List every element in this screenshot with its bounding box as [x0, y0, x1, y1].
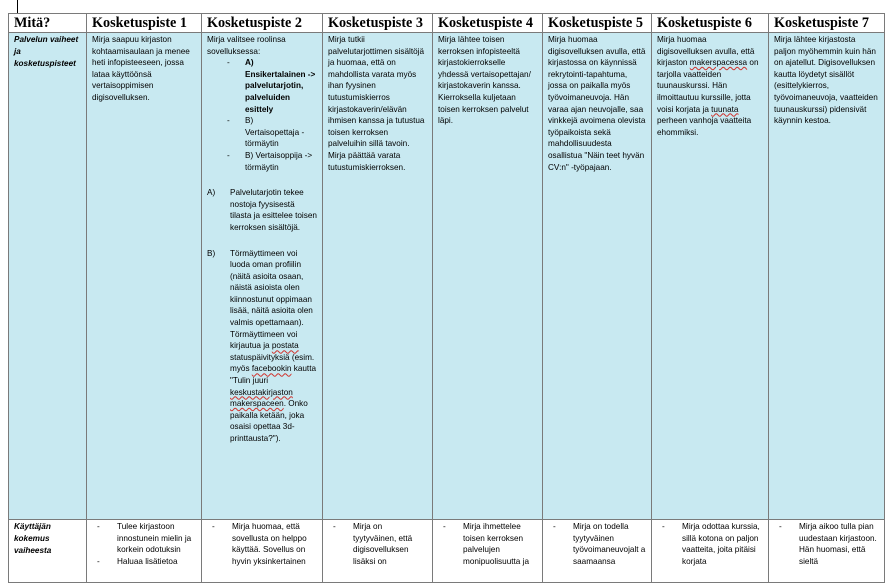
kp2-item-b-text: Törmäyttimeen voi luoda oman profiilin (näitä asioita osaan, näistä asioista olen kiinnostunut oppimaan lisää, näitä asioita olen valmis opettamaan). Törmäyttimeen voi kirjautua ja postata statuspäivityksiä (esim. myös facebookin kautta "Tulin juuri keskustakirjaston makerspaceen. Onko paikalla ketään, joka osaisi opettaa 3d-printtausta?").: [230, 248, 317, 443]
sub-marker: B): [245, 150, 254, 160]
row-label-user-experience: Käyttäjän kokemus vaiheesta: [9, 520, 87, 583]
list-item: - Tulee kirjastoon innostunein mielin ja korkein odotuksin: [97, 522, 192, 555]
row-label-service-phases: Palvelun vaiheet ja kosketuspisteet: [9, 33, 87, 520]
sub-marker: B): [245, 116, 254, 126]
kp2-phase-cell: [202, 33, 323, 520]
list-dash: -: [227, 116, 230, 126]
list-dash: -: [227, 58, 230, 68]
kp2-sub-item-2: [207, 115, 317, 150]
text-cursor: [17, 0, 18, 14]
header-kosketuspiste-3: Kosketuspiste 3: [323, 14, 433, 33]
kp2-item-b: [207, 248, 317, 445]
user-experience-row: [9, 520, 885, 583]
header-kosketuspiste-4: Kosketuspiste 4: [433, 14, 543, 33]
kp6-experience-cell: [652, 520, 769, 583]
kp3-phase-cell: Mirja tutkii palvelutarjottimen sisältöjä ja huomaa, että on mahdollista varata myös ihan fyysinen tutustumiskierros kirjastokaverin/elävän ihmisen kanssa ja tutustua toisen kerroksen palveluihin sillä tavoin. Mirja päättää varata tutustumiskierroksen.: [323, 33, 433, 520]
sub-marker: A): [245, 58, 254, 68]
header-kosketuspiste-5: Kosketuspiste 5: [543, 14, 652, 33]
kp6-phase-cell: Mirja huomaa digisovelluksen avulla, että kirjaston makerspacessa on tarjolla vaatteiden tuunauskurssi. Hän ilmoittautuu kurssille, jotta voisi korjata ja tuunata perheen vanhoja vaatteita ehommiksi.: [652, 33, 769, 520]
sub-text: Ensikertalainen -> palvelutarjotin, palveluiden esittely: [245, 69, 316, 114]
list-item: - Mirja ihmettelee toisen kerroksen palvelujen monipuolisuutta ja: [443, 522, 529, 566]
kp2-intro: Mirja valitsee roolinsa sovelluksessa:: [207, 35, 286, 56]
list-marker: A): [207, 188, 216, 198]
header-kosketuspiste-6: Kosketuspiste 6: [652, 14, 769, 33]
list-item: - Mirja aikoo tulla pian uudestaan kirjastoon. Hän huomasi, että sieltä: [779, 522, 877, 566]
service-journey-table: [8, 13, 885, 583]
kp2-sub-item-3: [207, 150, 317, 173]
kp4-phase-cell: Mirja lähtee toisen kerroksen infopisteeltä kirjastokierrokselle yhdessä vertaisopettajan/ kirjastokaverin kanssa. Kierroksella kuljetaan toisen kerroksen palvelut läpi.: [433, 33, 543, 520]
kp2-sub-item-1: [207, 57, 317, 115]
list-item: - Mirja odottaa kurssia, sillä kotona on paljon vaatteita, joita pitäisi korjata: [662, 522, 760, 566]
list-item: - Mirja on tyytyväinen, että digisovelluksen lisäksi on: [333, 522, 413, 566]
kp1-experience-cell: [87, 520, 202, 583]
header-kosketuspiste-2: Kosketuspiste 2: [202, 14, 323, 33]
list-item: - Mirja on todella tyytyväinen työvoimaneuvojalt a saamaansa: [553, 522, 646, 566]
list-dash: -: [227, 150, 230, 160]
sub-text: Vertaisopettaja - törmäytin: [245, 127, 305, 149]
kp5-experience-cell: [543, 520, 652, 583]
kp1-phase-cell: Mirja saapuu kirjaston kohtaamisaulaan ja menee heti infopisteeseen, jossa lataa käyttöönsä vertaisoppimisen digisovelluksen.: [87, 33, 202, 520]
header-kosketuspiste-7: Kosketuspiste 7: [769, 14, 885, 33]
list-item: - Mirja huomaa, että sovellusta on helppo käyttää. Sovellus on hyvin yksinkertainen: [212, 522, 307, 566]
header-kosketuspiste-1: Kosketuspiste 1: [87, 14, 202, 33]
kp2-experience-cell: [202, 520, 323, 583]
kp3-experience-cell: [323, 520, 433, 583]
header-mita: Mitä?: [9, 14, 87, 33]
list-marker: B): [207, 248, 216, 258]
header-row: [9, 14, 885, 33]
kp4-experience-cell: [433, 520, 543, 583]
sub-text: Vertaisoppija -> törmäytin: [245, 150, 313, 172]
list-item: - Haluaa lisätietoa: [97, 556, 178, 566]
kp5-phase-cell: Mirja huomaa digisovelluksen avulla, että kirjastossa on käynnissä rekrytointi-tapahtuma, jossa on paikalla myös työvoimaneuvoja. Hän varaa ajan neuvojalle, saa vinkkejä avoimena olevista työpaikoista sekä mahdollisuudesta osallistua "Näin teet hyvän CV:n" -työpajaan.: [543, 33, 652, 520]
service-phases-row: [9, 33, 885, 520]
kp7-experience-cell: [769, 520, 885, 583]
kp2-item-a: [207, 187, 317, 233]
kp2-item-a-text: Palvelutarjotin tekee nostoja fyysisestä tilasta ja esittelee toisen kerroksen sisältöjä.: [230, 188, 317, 232]
kp7-phase-cell: Mirja lähtee kirjastosta paljon myöhemmin kuin hän on ajatellut. Digisovelluksen kautta löydetyt sisällöt (esittelykierros, työvoimaneuvoja, vaatteiden tuunauskurssi) pidensivät käynnin kestoa.: [769, 33, 885, 520]
